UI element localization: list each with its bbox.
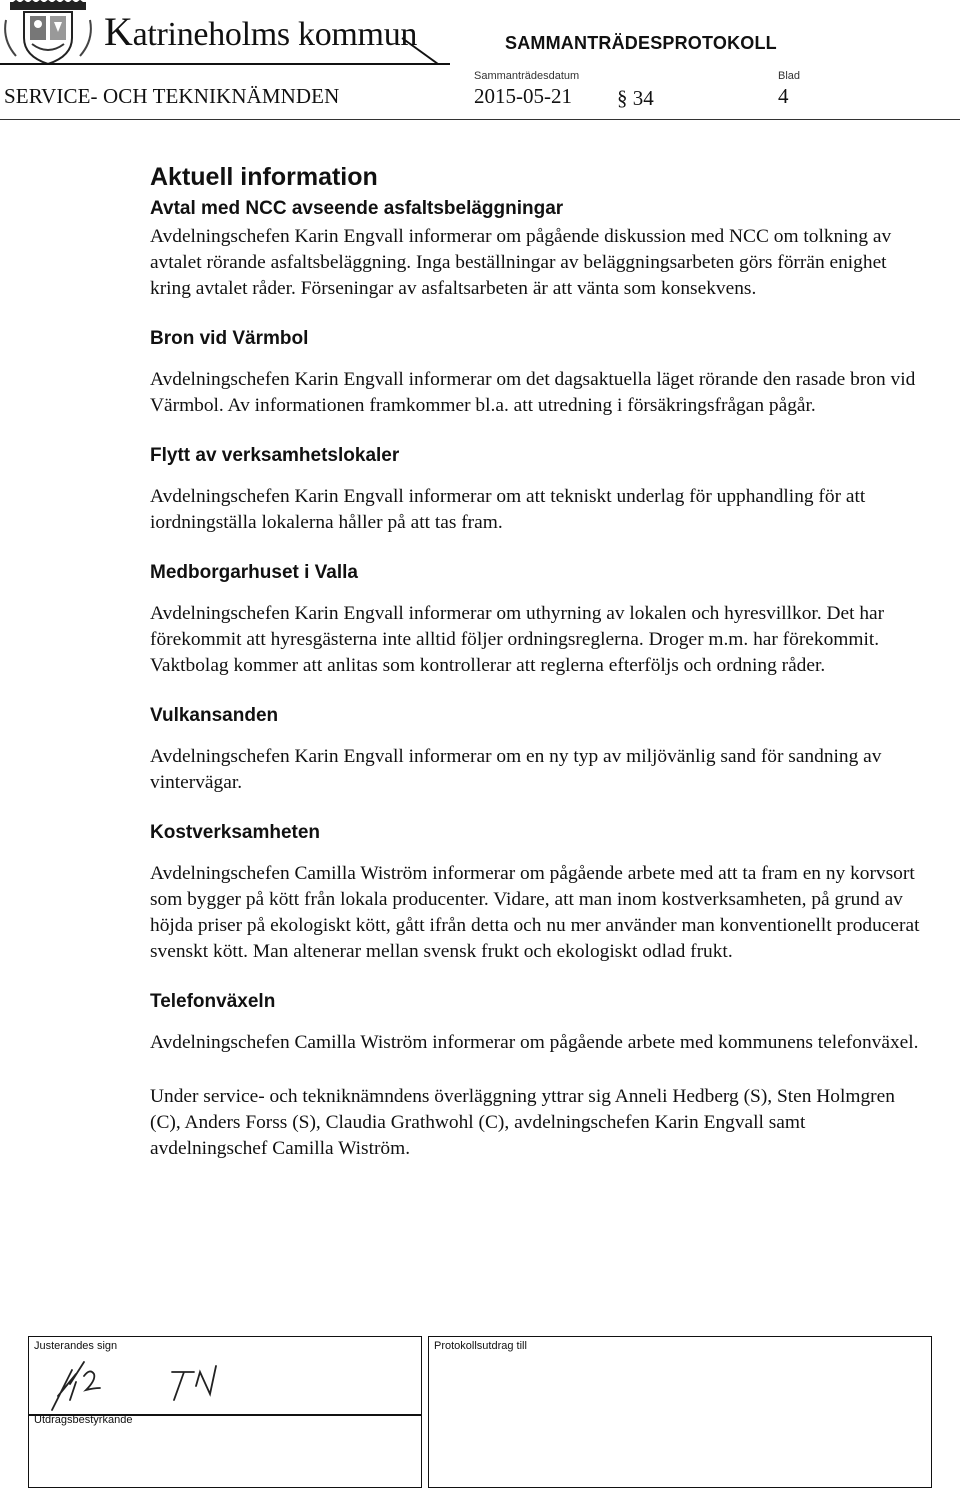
protocol-extract-box — [428, 1336, 932, 1488]
section-premises-move — [150, 443, 920, 536]
signature-label: Justerandes sign — [34, 1340, 118, 1352]
document-type: SAMMANTRÄDESPROTOKOLL — [505, 33, 777, 53]
section-telephone-exchange — [150, 989, 920, 1056]
municipal-crest-logo — [2, 0, 94, 68]
committee-name: SERVICE- OCH TEKNIKNÄMNDEN — [4, 84, 340, 108]
section-body: Avdelningschefen Karin Engvall informerar om en ny typ av miljövänlig sand för sandning av vintervägar. — [150, 746, 882, 793]
closing-paragraph: Under service- och tekniknämndens överläggning yttrar sig Anneli Hedberg (S), Sten Holmgren (C), Anders Forss (S), Claudia Grathwohl (C), avdelningschefen Karin Engvall samt avdelningschef Camilla Wiström. — [150, 1086, 895, 1159]
section-catering — [150, 820, 920, 965]
section-varmbol-bridge — [150, 326, 920, 419]
extract-certification-label: Utdragsbestyrkande — [34, 1414, 133, 1426]
paragraph-number: § 34 — [617, 86, 654, 110]
section-heading: Medborgarhuset i Valla — [150, 562, 358, 583]
section-volcanic-sand — [150, 703, 920, 796]
page-title: Aktuell information — [150, 163, 378, 191]
header-divider — [0, 119, 960, 120]
section-heading: Vulkansanden — [150, 705, 279, 726]
protocol-body — [150, 160, 920, 1162]
section-heading: Kostverksamheten — [150, 822, 321, 843]
section-heading: Avtal med NCC avseende asfaltsbeläggningar — [150, 198, 564, 219]
organization-name — [104, 9, 418, 55]
section-valla-community-house — [150, 560, 920, 679]
meeting-date: 2015-05-21 — [474, 84, 572, 108]
section-heading: Bron vid Värmbol — [150, 328, 309, 349]
section-body: Avdelningschefen Karin Engvall informerar om pågående diskussion med NCC om tolkning av avtalet rörande asfaltsbeläggning. Inga beställningar av beläggningsarbeten görs förrän enighet kring avtalet råder. Förseningar av asfaltsarbeten är att vänta som konsekvens. — [150, 226, 892, 299]
protocol-extract-label: Protokollsutdrag till — [434, 1340, 527, 1352]
logo-underline — [0, 63, 450, 65]
section-body: Avdelningschefen Karin Engvall informerar om att tekniskt underlag för upphandling för att iordningställa lokalerna håller på att tas fram. — [150, 486, 866, 533]
organization-name-initial: K — [104, 9, 133, 54]
meeting-date-label: Sammanträdesdatum — [474, 70, 580, 82]
organization-name-rest: atrineholms kommun — [132, 16, 418, 53]
section-body: Avdelningschefen Karin Engvall informerar om uthyrning av lokalen och hyresvillkor. Det har förekommit att hyresgästerna inte alltid följer ordningsreglerna. Droger m.m. har förekommit. Vaktbolag kommer att anlitas som kontrollerar att reglerna efterföljs och ordning råder. — [150, 603, 885, 676]
sheet-label: Blad — [778, 70, 801, 82]
section-heading: Telefonväxeln — [150, 991, 276, 1012]
section-body: Avdelningschefen Camilla Wiström informerar om pågående arbete med att ta fram en ny korvsort som bygger på kött från lokala producenter. Vidare, att man inom kostverksamheten, på grund av höjda priser på ekologiskt kött, gått ifrån detta och nu mer använder man konventionellt producerat svenskt kött. Man altenerar mellan svensk frukt och ekologiskt odlad frukt. — [150, 863, 920, 962]
section-heading: Flytt av verksamhetslokaler — [150, 445, 400, 466]
handwritten-initials-signature — [50, 1356, 300, 1412]
sheet-number: 4 — [778, 84, 789, 108]
section-body: Avdelningschefen Karin Engvall informerar om det dagsaktuella läget rörande den rasade bron vid Värmbol. Av informationen framkommer bl.a. att utredning i försäkringsfrågan pågår. — [150, 369, 916, 416]
section-body: Avdelningschefen Camilla Wiström informerar om pågående arbete med kommunens telefonväxel. — [150, 1032, 919, 1053]
logo-slash-mark — [398, 36, 458, 66]
section-ncc-agreement — [150, 196, 920, 302]
